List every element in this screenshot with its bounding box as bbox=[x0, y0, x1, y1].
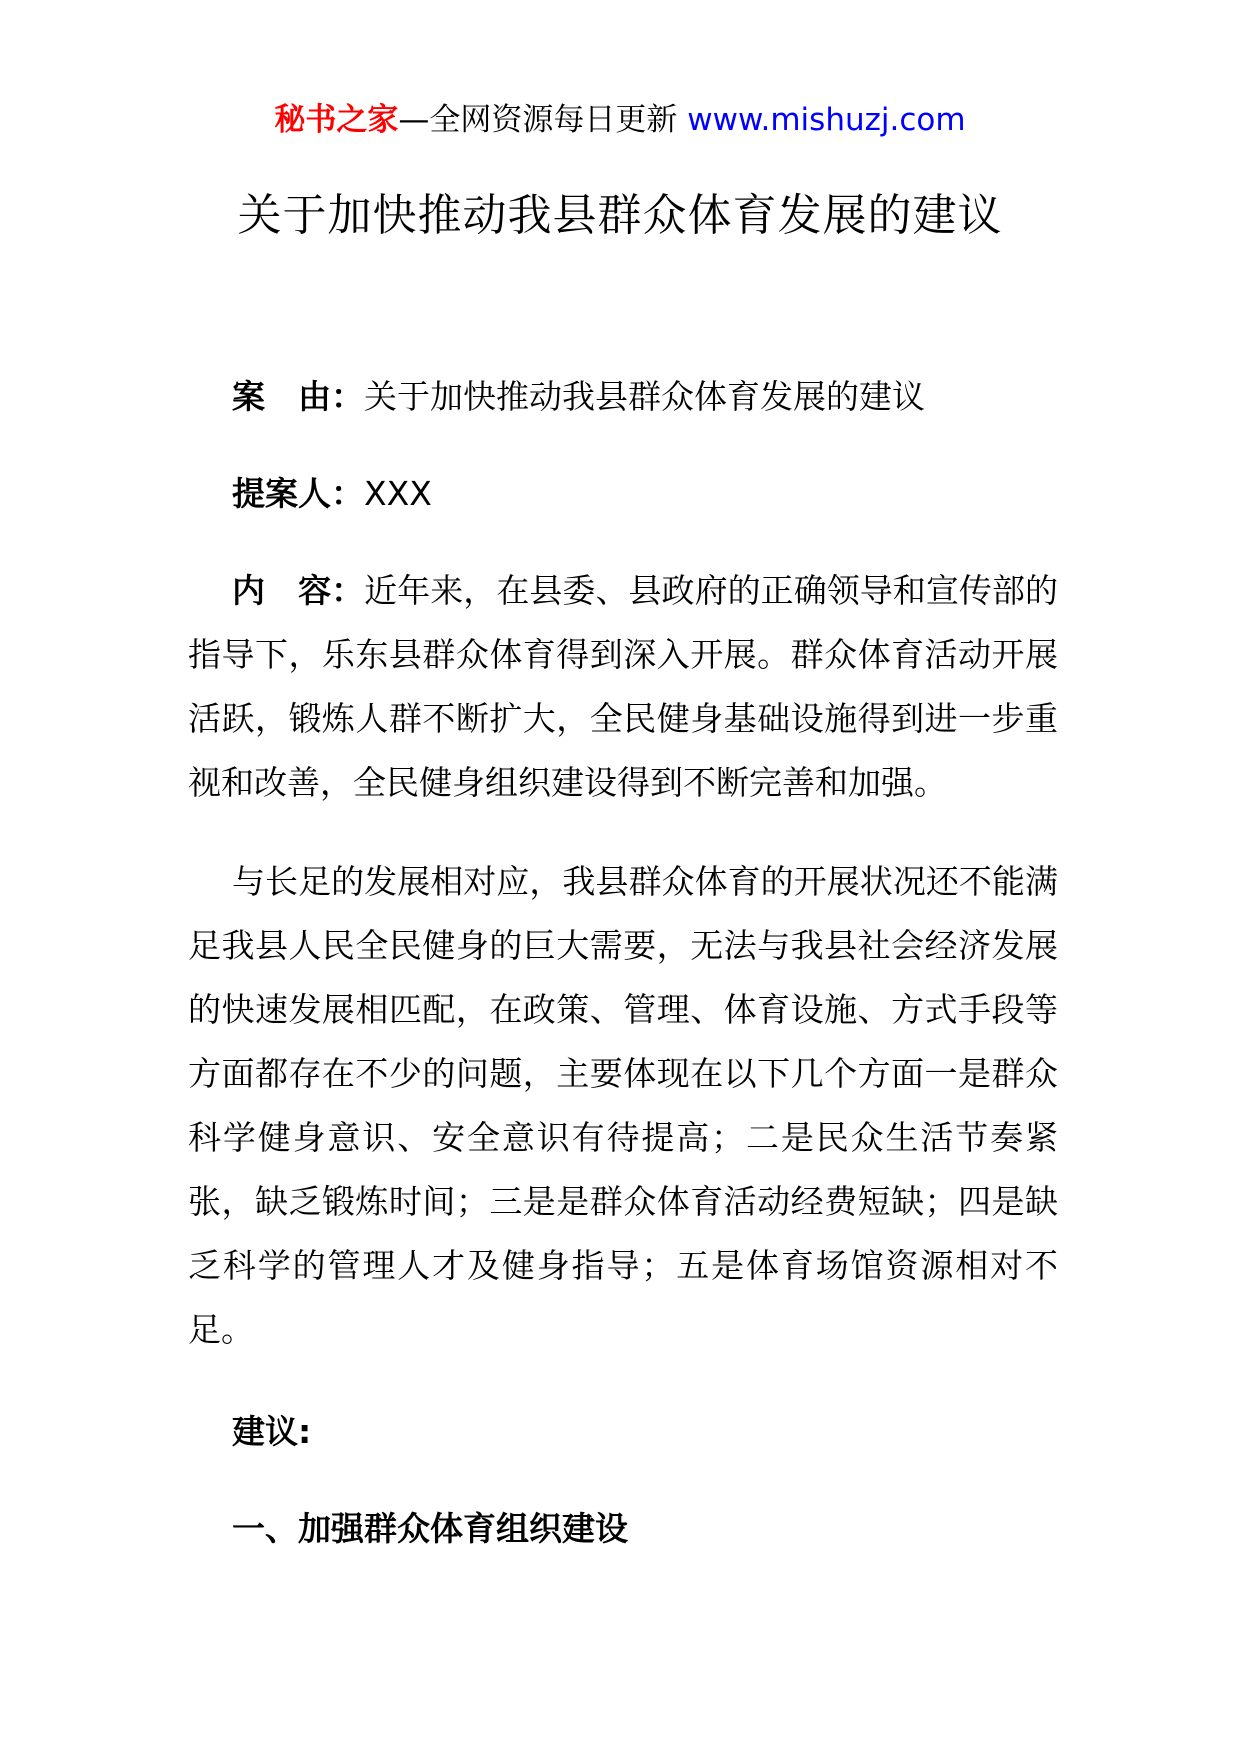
section-1-heading: 一、加强群众体育组织建设 bbox=[232, 1509, 628, 1548]
document-title: 关于加快推动我县群众体育发展的建议 bbox=[237, 190, 1003, 241]
reason-label: 案 由： bbox=[232, 377, 364, 416]
proposer-label: 提案人： bbox=[232, 474, 364, 513]
reason-field bbox=[232, 373, 925, 421]
problems-paragraph: 与长足的发展相对应，我县群众体育的开展状况还不能满足我县人民全民健身的巨大需要，无法与我县社会经济发展的快速发展相匹配，在政策、管理、体育设施、方式手段等方面都存在不少的问题，主要体现在以下几个方面一是群众科学健身意识、安全意识有待提高；二是民众生活节奏紧张，缺乏锻炼时间；三是是群众体育活动经费短缺；四是缺乏科学的管理人才及健身指导；五是体育场馆资源相对不足。 bbox=[188, 862, 1058, 1349]
suggestion-heading: 建议: bbox=[232, 1412, 312, 1451]
reason-value: 关于加快推动我县群众体育发展的建议 bbox=[364, 377, 925, 416]
site-url-link[interactable]: www.mishuzj.com bbox=[687, 102, 966, 138]
content-label: 内 容： bbox=[232, 571, 365, 610]
site-brand: 秘书之家 bbox=[274, 102, 399, 138]
content-paragraph bbox=[188, 559, 1058, 815]
site-tagline: —全网资源每日更新 bbox=[398, 102, 688, 138]
site-header bbox=[0, 98, 1240, 142]
content-text: 近年来，在县委、县政府的正确领导和宣传部的指导下，乐东县群众体育得到深入开展。群众体育活动开展活跃，锻炼人群不断扩大，全民健身基础设施得到进一步重视和改善，全民健身组织建设得到不断完善和加强。 bbox=[188, 571, 1059, 802]
proposer-field bbox=[232, 470, 432, 518]
proposer-value: XXX bbox=[364, 474, 432, 513]
